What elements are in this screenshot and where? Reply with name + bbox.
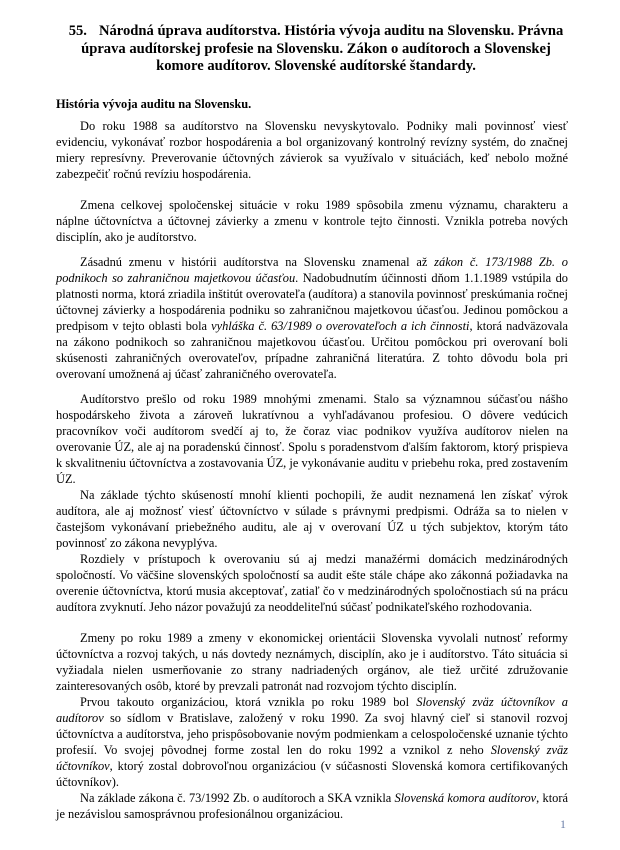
page-number: 1 xyxy=(560,817,566,831)
paragraph-8 xyxy=(56,694,568,790)
paragraph-8-text: so sídlom v Bratislave, založený v roku 1990. Za svoj hlavný cieľ si stanovil rozvoj účtovníctva a audítorstva, jeho prispôsobovanie novým podmienkam a celospoločenské uznanie týchto profesií. Vo svojej pôvodnej forme zostal len do roku 1992 a vznikol z neho xyxy=(56,711,568,757)
paragraph-6: Rozdiely v prístupoch k overovaniu sú aj medzi manažérmi domácich medzinárodných spoločností. Vo väčšine slovenských spoločností sa audit ešte stále chápe ako zákonná požiadavka na overenie účtovníctva, ktorú musia akceptovať, zatiaľ čo v medzinárodných spoločnostiach sú na prácu audítora zvyknutí. Jeho názor považujú za neoddeliteľnú súčasť podnikateľského rozhodovania. xyxy=(56,552,568,614)
paragraph-3 xyxy=(56,254,568,382)
paragraph-5: Na základe týchto skúseností mnohí klienti pochopili, že audit neznamená len získať výrok audítora, ale aj možnosť viesť účtovníctvo v súlade s právnymi predpismi. Odráža sa to nielen v častejšom vykonávaní priebežného auditu, ale aj v overovaní ÚZ u tých subjektov, ktorým táto povinnosť zo zákona nevyplýva. xyxy=(56,488,568,550)
chapter-number: 55. xyxy=(68,23,87,39)
organization-name: Slovenský zväz účtovníkov xyxy=(56,743,568,773)
page-title xyxy=(56,23,576,76)
paragraph-3-text: . Nadobudnutím účinnosti dňom 1.1.1989 vstúpila do platnosti norma, ktorá zriadila inštitút overovateľa (audítora) a stanovila povinnosť preskúmania ročnej účtovnej závierky a hospodárenia podniku so zahraničnou majetkovou účasťou. Jedinou pomôckou a predpisom v tejto oblasti bola xyxy=(56,271,568,333)
paragraph-9-text: , ktorá je nezávislou samosprávnou profesionálnou organizáciou. xyxy=(56,791,568,821)
paragraph-7: Zmeny po roku 1989 a zmeny v ekonomickej orientácii Slovenska vyvolali nutnosť reformy účtovníctva a rozvoj takých, u nás dovtedy neznámych, disciplín, ako je i audítorstvo. Táto situácia si vyžiadala nielen usmerňovanie zo strany nadriadených orgánov, ale tiež určité združovanie zainteresovaných osôb, ktoré by prevzali patronát nad rozvojom týchto disciplín. xyxy=(56,631,568,693)
paragraph-1: Do roku 1988 sa audítorstvo na Slovensku nevyskytovalo. Podniky mali povinnosť viesť evidenciu, vykonávať rozbor hospodárenia a bol organizovaný kontrolný revízny systém, do značnej miery represívny. Preverovanie účtovných závierok sa využívalo v situáciách, keď nebolo možné zabezpečiť ročnú revíziu hospodárenia. xyxy=(56,119,568,181)
law-reference-173: zákon č. 173/1988 Zb. o podnikoch so zahraničnou majetkovou účasťou xyxy=(56,255,568,285)
paragraph-3-text: , ktorá nadväzovala na zákono podnikoch so zahraničnou majetkovou účasťou. Určitou pomôckou pri overovaní boli skúsenosti zahraničných overovateľov, prípadne zahraničná literatúra. Z tohto dôvodu bola pri overovaní umožnená aj účasť zahraničného overovateľa. xyxy=(56,319,569,381)
paragraph-2: Zmena celkovej spoločenskej situácie v roku 1989 spôsobila zmenu významu, charakteru a náplne účtovníctva a účtovnej závierky a zmenu v kontrole tejto činnosti. Vznikla potreba nových disciplín, ako je audítorstvo. xyxy=(56,198,568,244)
section-heading: História vývoja auditu na Slovensku. xyxy=(56,97,252,111)
paragraph-9-text: Na základe zákona č. 73/1992 Zb. o audítoroch a SKA vznikla xyxy=(80,791,395,805)
paragraph-3-text: Zásadnú zmenu v histórii audítorstva na Slovensku znamenal až xyxy=(80,255,435,269)
paragraph-9 xyxy=(56,790,568,822)
paragraph-8-text: , ktorý zostal dobrovoľnou organizáciou (v súčasnosti Slovenská komora certifikovaných účtovníkov). xyxy=(56,759,568,789)
chapter-title-text: Národná úprava audítorstva. História vývoja auditu na Slovensku. Právna úprava audítorskej profesie na Slovensku. Zákon o audítoroch a Slovenskej komore audítorov. Slovenské audítorské štandardy. xyxy=(81,23,564,75)
paragraph-8-text: Prvou takouto organizáciou, ktorá vznikla po roku 1989 bol xyxy=(80,695,417,709)
decree-reference-63: vyhláška č. 63/1989 o overovateľoch a ich činnosti xyxy=(211,319,470,333)
organization-name: Slovenská komora audítorov xyxy=(394,791,537,805)
document-body xyxy=(56,96,568,822)
organization-name: Slovenský zväz účtovníkov a audítorov xyxy=(56,695,568,725)
paragraph-4: Audítorstvo prešlo od roku 1989 mnohými zmenami. Stalo sa významnou súčasťou nášho hospodárskeho života a zároveň lukratívnou a vyhľadávanou profesiou. O dôvere vedúcich pracovníkov voči audítorom svedčí aj to, že čoraz viac podnikov využíva audítorov nielen na overovanie ÚZ, ale aj na poradenskú činnosť. Spolu s poradenstvom ďalším faktorom, ktorý prispieva k skvalitneniu účtovníctva a zostavovania ÚZ, je vykonávanie auditu v priebehu roka, pred zostavením ÚZ. xyxy=(56,392,568,486)
